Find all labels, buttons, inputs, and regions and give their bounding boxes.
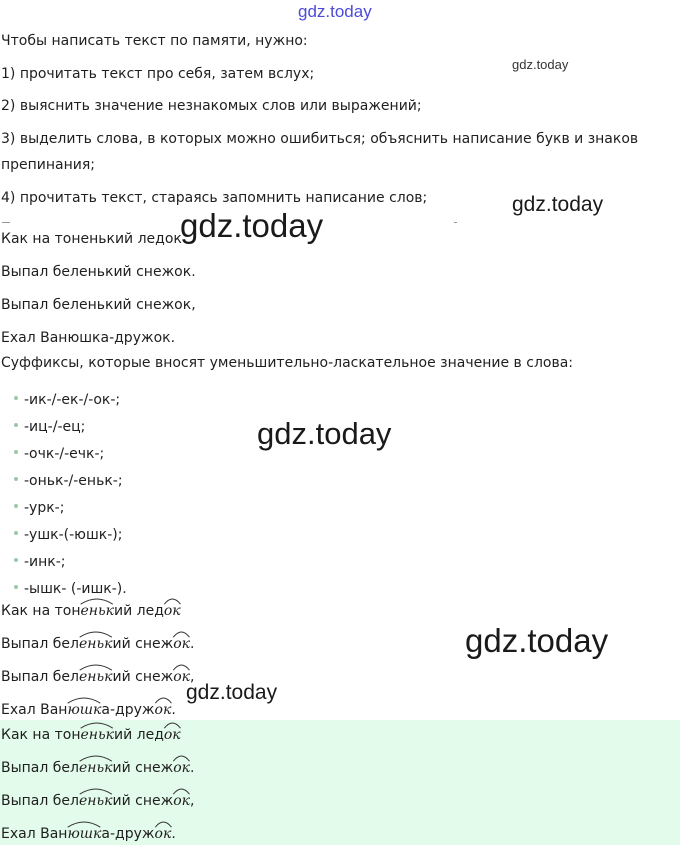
marked-poem-line: [1, 792, 194, 810]
separator-mark: [454, 222, 457, 223]
watermark-large: gdz.today: [465, 622, 609, 659]
list-item: [14, 418, 85, 436]
suffix-morpheme: [79, 792, 113, 810]
suffix-arc-icon: [155, 820, 172, 828]
word-part: ий снеж: [112, 669, 174, 685]
step-3: 3) выделить слова, в которых можно ошибиться; объяснить написание букв и знаков: [1, 131, 639, 147]
step-4: 4) прочитать текст, стараясь запомнить написание слов;: [1, 190, 428, 206]
word-part: ий снеж: [112, 636, 174, 652]
suffix-arc-icon: [79, 754, 113, 762]
suffix-text: ок: [154, 826, 172, 842]
step-3-cont: препинания;: [1, 157, 96, 173]
suffix-text: ок: [173, 760, 191, 776]
step-1: 1) прочитать текст про себя, затем вслух;: [1, 66, 315, 82]
suffix-morpheme: [67, 825, 101, 843]
suffix-text: еньк: [78, 636, 113, 652]
list-item-text: -ик-/-ек-/-ок-;: [24, 392, 121, 408]
list-item: [14, 391, 120, 409]
suffix-text: ок: [163, 603, 181, 619]
list-item: [14, 499, 64, 517]
list-item-text: -оньк-/-еньк-;: [24, 473, 123, 489]
suffix-morpheme: [67, 701, 101, 719]
poem-line-3: Выпал беленький снежок,: [1, 297, 196, 313]
bullet-dot: [14, 396, 18, 400]
poem-line-2: Выпал беленький снежок.: [1, 264, 196, 280]
intro-text: Чтобы написать текст по памяти, нужно:: [1, 33, 308, 49]
suffix-arc-icon: [164, 597, 181, 605]
list-item: [14, 445, 104, 463]
word-part: а-друж: [101, 826, 155, 842]
suffix-arc-icon: [164, 721, 181, 729]
marked-poem-line: [1, 726, 181, 744]
suffix-text: ок: [173, 669, 191, 685]
suffix-morpheme: [173, 792, 190, 810]
punctuation: .: [171, 702, 176, 718]
suffix-morpheme: [155, 825, 172, 843]
marked-poem-line: [1, 635, 194, 653]
list-item: [14, 526, 122, 544]
suffix-text: еньк: [80, 727, 114, 743]
list-item-text: -ушк-(-юшк-);: [24, 527, 123, 543]
suffix-text: ок: [173, 793, 191, 809]
marked-poem-line: [1, 668, 194, 686]
watermark-large: gdz.today: [180, 207, 324, 244]
bullet-dot: [14, 531, 18, 535]
marked-poem-line: [1, 825, 176, 843]
word-part: ий лед: [113, 727, 164, 743]
bullet-dot: [14, 450, 18, 454]
bullet-dot: [14, 477, 18, 481]
list-item-text: -урк-;: [24, 500, 65, 516]
suffix-morpheme: [164, 602, 181, 620]
suffix-text: еньк: [80, 603, 114, 619]
suffix-morpheme: [79, 668, 113, 686]
suffix-arc-icon: [80, 721, 114, 729]
suffix-text: юшк: [67, 826, 102, 842]
bullet-dot: [14, 558, 18, 562]
suffix-text: ок: [163, 727, 181, 743]
suffix-morpheme: [79, 759, 113, 777]
step-2: 2) выяснить значение незнакомых слов или выражений;: [1, 98, 422, 114]
word-part: Выпал бел: [1, 636, 79, 652]
word-part: ий лед: [113, 603, 164, 619]
watermark-large: gdz.today: [257, 416, 392, 451]
suffix-arc-icon: [79, 663, 113, 671]
marked-poem-line: [1, 602, 181, 620]
suffix-text: еньк: [78, 669, 113, 685]
suffix-morpheme: [80, 726, 114, 744]
punctuation: ,: [190, 669, 195, 685]
suffix-morpheme: [164, 726, 181, 744]
word-part: Как на тон: [1, 727, 81, 743]
list-item-text: -иц-/-ец;: [24, 419, 86, 435]
list-item: [14, 580, 127, 598]
suffix-arc-icon: [173, 630, 190, 638]
punctuation: .: [190, 760, 195, 776]
list-item-text: -инк-;: [24, 554, 66, 570]
word-part: ий снеж: [112, 760, 174, 776]
word-part: ий снеж: [112, 793, 174, 809]
suffix-arc-icon: [80, 597, 114, 605]
suffix-text: ок: [154, 702, 172, 718]
suffix-arc-icon: [173, 754, 190, 762]
watermark: gdz.today: [512, 193, 604, 216]
list-item-text: -очк-/-ечк-;: [24, 446, 105, 462]
punctuation: ,: [190, 793, 195, 809]
suffix-arc-icon: [173, 787, 190, 795]
word-part: Как на тон: [1, 603, 81, 619]
bullet-dot: [14, 423, 18, 427]
suffix-arc-icon: [173, 663, 190, 671]
word-part: Выпал бел: [1, 669, 79, 685]
suffix-arc-icon: [79, 630, 113, 638]
suffix-text: ок: [173, 636, 191, 652]
suffix-arc-icon: [79, 787, 113, 795]
suffix-text: еньк: [78, 793, 113, 809]
word-part: Выпал бел: [1, 793, 79, 809]
suffix-morpheme: [173, 759, 190, 777]
watermark-top: gdz.today: [298, 2, 372, 21]
punctuation: .: [190, 636, 195, 652]
marked-poem-line: [1, 701, 176, 719]
word-part: Ехал Ван: [1, 702, 68, 718]
bullet-dot: [14, 504, 18, 508]
suffix-morpheme: [155, 701, 172, 719]
suffix-morpheme: [173, 635, 190, 653]
list-item: [14, 553, 66, 571]
watermark-small: gdz.today: [512, 57, 569, 72]
separator-mark: [2, 222, 10, 223]
poem-line-1: Как на тоненький ледок: [1, 231, 182, 247]
suffix-arc-icon: [155, 696, 172, 704]
suffix-intro: Суффиксы, которые вносят уменьшительно-ласкательное значение в слова:: [1, 355, 574, 371]
word-part: Ехал Ван: [1, 826, 68, 842]
watermark: gdz.today: [186, 681, 278, 704]
suffix-text: юшк: [67, 702, 102, 718]
punctuation: .: [171, 826, 176, 842]
word-part: Выпал бел: [1, 760, 79, 776]
suffix-morpheme: [79, 635, 113, 653]
suffix-morpheme: [80, 602, 114, 620]
poem-line-4: Ехал Ванюшка-дружок.: [1, 330, 176, 346]
word-part: а-друж: [101, 702, 155, 718]
list-item-text: -ышк- (-ишк-).: [24, 581, 127, 597]
bullet-dot: [14, 585, 18, 589]
suffix-arc-icon: [67, 820, 101, 828]
suffix-arc-icon: [67, 696, 101, 704]
list-item: [14, 472, 123, 490]
suffix-morpheme: [173, 668, 190, 686]
suffix-text: еньк: [78, 760, 113, 776]
marked-poem-line: [1, 759, 194, 777]
